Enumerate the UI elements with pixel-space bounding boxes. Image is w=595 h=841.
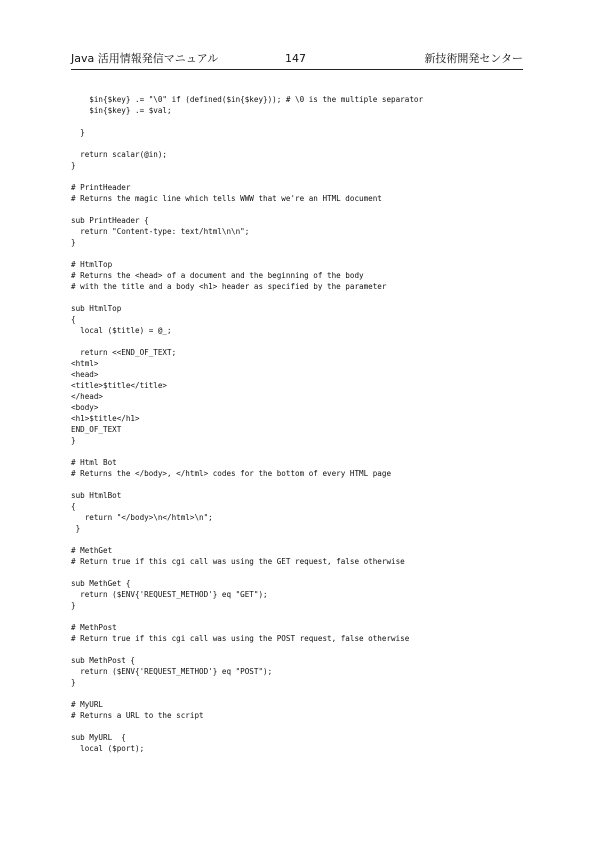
code-line: return ($ENV{'REQUEST_METHOD'} eq "POST"); xyxy=(71,667,273,676)
code-line xyxy=(71,567,523,578)
code-line: # PrintHeader xyxy=(71,183,131,192)
code-line: } xyxy=(71,238,76,247)
code-line: } xyxy=(71,128,85,137)
code-line xyxy=(71,479,523,490)
code-line: sub PrintHeader { xyxy=(71,216,149,225)
code-line: { xyxy=(71,502,76,511)
code-line: { xyxy=(71,315,76,324)
code-line: return <<END_OF_TEXT; xyxy=(71,348,177,357)
code-line xyxy=(71,644,523,655)
code-line: sub HtmlBot xyxy=(71,491,122,500)
code-listing xyxy=(71,94,523,754)
code-line: # Returns the </body>, </html> codes for the bottom of every HTML page xyxy=(71,469,392,478)
code-line xyxy=(71,534,523,545)
code-line xyxy=(71,721,523,732)
code-line xyxy=(71,688,523,699)
code-line: # Return true if this cgi call was using the GET request, false otherwise xyxy=(71,557,405,566)
code-line: <head> xyxy=(71,370,99,379)
code-line: # with the title and a body <h1> header as specified by the parameter xyxy=(71,282,387,291)
code-line: # Html Bot xyxy=(71,458,117,467)
code-line: return scalar(@in); xyxy=(71,150,168,159)
code-line xyxy=(71,116,523,127)
code-line: # MethGet xyxy=(71,546,113,555)
code-line: local ($title) = @_; xyxy=(71,326,172,335)
code-line: local ($port); xyxy=(71,744,145,753)
code-line: return ($ENV{'REQUEST_METHOD'} eq "GET"); xyxy=(71,590,268,599)
code-line: sub MethGet { xyxy=(71,579,131,588)
code-line: # Returns the magic line which tells WWW that we're an HTML document xyxy=(71,194,382,203)
code-line: sub HtmlTop xyxy=(71,304,122,313)
code-line: } xyxy=(71,601,76,610)
code-line: <body> xyxy=(71,403,99,412)
code-line: # HtmlTop xyxy=(71,260,113,269)
code-line: # Return true if this cgi call was using the POST request, false otherwise xyxy=(71,634,410,643)
code-line xyxy=(71,248,523,259)
code-line: <html> xyxy=(71,359,99,368)
code-line xyxy=(71,336,523,347)
code-line: # MyURL xyxy=(71,700,104,709)
page-number: 147 xyxy=(285,52,306,65)
code-line: } xyxy=(71,436,76,445)
code-line xyxy=(71,292,523,303)
code-line: return "</body>\n</html>\n"; xyxy=(71,513,213,522)
header-document-title: Java 活用情報発信マニュアル xyxy=(71,52,219,65)
code-line xyxy=(71,171,523,182)
code-line: sub MyURL { xyxy=(71,733,126,742)
code-line: <title>$title</title> xyxy=(71,381,168,390)
code-line: END_OF_TEXT xyxy=(71,425,122,434)
code-line xyxy=(71,611,523,622)
header-divider xyxy=(71,69,523,70)
code-line xyxy=(71,204,523,215)
code-line: sub MethPost { xyxy=(71,656,136,665)
code-line: # MethPost xyxy=(71,623,117,632)
code-line: } xyxy=(71,678,76,687)
code-line: $in{$key} .= $val; xyxy=(71,106,172,115)
code-line: $in{$key} .= "\0" if (defined($in{$key})); # \0 is the multiple separator xyxy=(71,95,424,104)
code-line: } xyxy=(71,524,81,533)
code-line: # Returns a URL to the script xyxy=(71,711,204,720)
page-header xyxy=(71,52,523,70)
code-line: </head> xyxy=(71,392,104,401)
header-organization: 新技術開発センター xyxy=(424,52,523,65)
code-line: # Returns the <head> of a document and the beginning of the body xyxy=(71,271,364,280)
code-line: return "Content-type: text/html\n\n"; xyxy=(71,227,250,236)
code-line: } xyxy=(71,161,76,170)
code-line: <h1>$title</h1> xyxy=(71,414,140,423)
code-line xyxy=(71,138,523,149)
code-line xyxy=(71,446,523,457)
